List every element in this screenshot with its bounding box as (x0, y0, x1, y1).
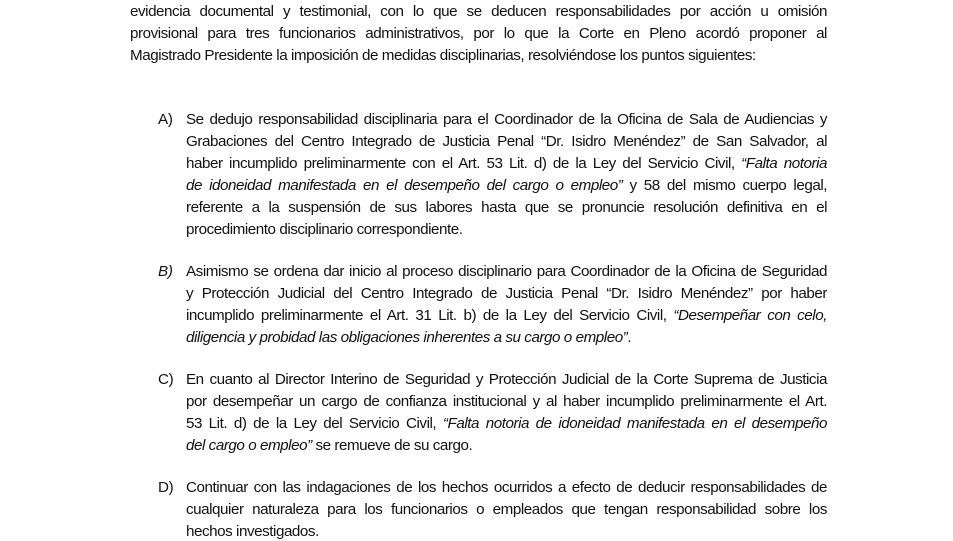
item-text: . (627, 329, 632, 346)
item-line (186, 177, 827, 195)
item-line: Se dedujo responsabilidad disciplinaria para el Coordinador de la Oficina de Sala de Audiencias y (186, 111, 827, 128)
item-line: y Protección Judicial del Centro Integrado de Justicia Penal “Dr. Isidro Menéndez” por haber (186, 285, 827, 302)
item-line: Grabaciones del Centro Integrado de Justicia Penal “Dr. Isidro Menéndez” de San Salvador, al (186, 133, 827, 150)
item-italic-text: de idoneidad manifestada en el desempeño del cargo o empleo” (186, 177, 623, 194)
item-line (186, 155, 827, 173)
item-line: hechos investigados. (186, 523, 319, 540)
intro-line: evidencia documental y testimonial, con lo que se deducen responsabilidades por acción u omisión (130, 3, 827, 20)
intro-line: provisional para tres funcionarios administrativos, por lo que la Corte en Pleno acordó proponer al (130, 25, 827, 42)
item-line (186, 415, 827, 433)
item-line (186, 307, 827, 325)
item-italic-text: “Desempeñar con celo, (673, 307, 827, 324)
item-italic-text: diligencia y probidad las obligaciones inherentes a su cargo o empleo” (186, 329, 628, 346)
item-text: se remueve de su cargo. (311, 437, 473, 454)
item-line: En cuanto al Director Interino de Seguridad y Protección Judicial de la Corte Suprema de Justicia (186, 371, 827, 388)
item-text: 53 Lit. d) de la Ley del Servicio Civil, (186, 415, 443, 432)
item-text: haber incumplido preliminarmente con el Art. 53 Lit. d) de la Ley del Servicio Civil, (186, 155, 742, 172)
item-italic-text: del cargo o empleo” (186, 437, 312, 454)
item-line: Asimismo se ordena dar inicio al proceso disciplinario para Coordinador de la Oficina de Seguridad (186, 263, 827, 280)
list-marker: B) (158, 263, 173, 280)
item-text: y 58 del mismo cuerpo legal, (622, 177, 828, 194)
list-marker: A) (158, 111, 173, 128)
item-line: cualquier naturaleza para los funcionarios o empleados que tengan responsabilidad sobre los (186, 501, 827, 518)
item-line (186, 329, 631, 347)
list-marker: D) (158, 479, 174, 496)
intro-line: Magistrado Presidente la imposición de medidas disciplinarias, resolviéndose los puntos siguientes: (130, 47, 756, 64)
item-line: referente a la suspensión de sus labores hasta que se pronuncie resolución definitiva en el (186, 199, 827, 216)
list-marker: C) (158, 371, 174, 388)
item-italic-text: “Falta notoria de idoneidad manifestada en el desempeño (442, 415, 827, 432)
item-line: por desempeñar un cargo de confianza institucional y al haber incumplido preliminarmente el Art. (186, 393, 827, 410)
item-line: procedimiento disciplinario correspondiente. (186, 221, 463, 238)
item-line (186, 437, 472, 455)
item-text: incumplido preliminarmente el Art. 31 Lit. b) de la Ley del Servicio Civil, (186, 307, 674, 324)
item-line: Continuar con las indagaciones de los hechos ocurridos a efecto de deducir responsabilidades de (186, 479, 827, 496)
item-italic-text: “Falta notoria (741, 155, 827, 172)
